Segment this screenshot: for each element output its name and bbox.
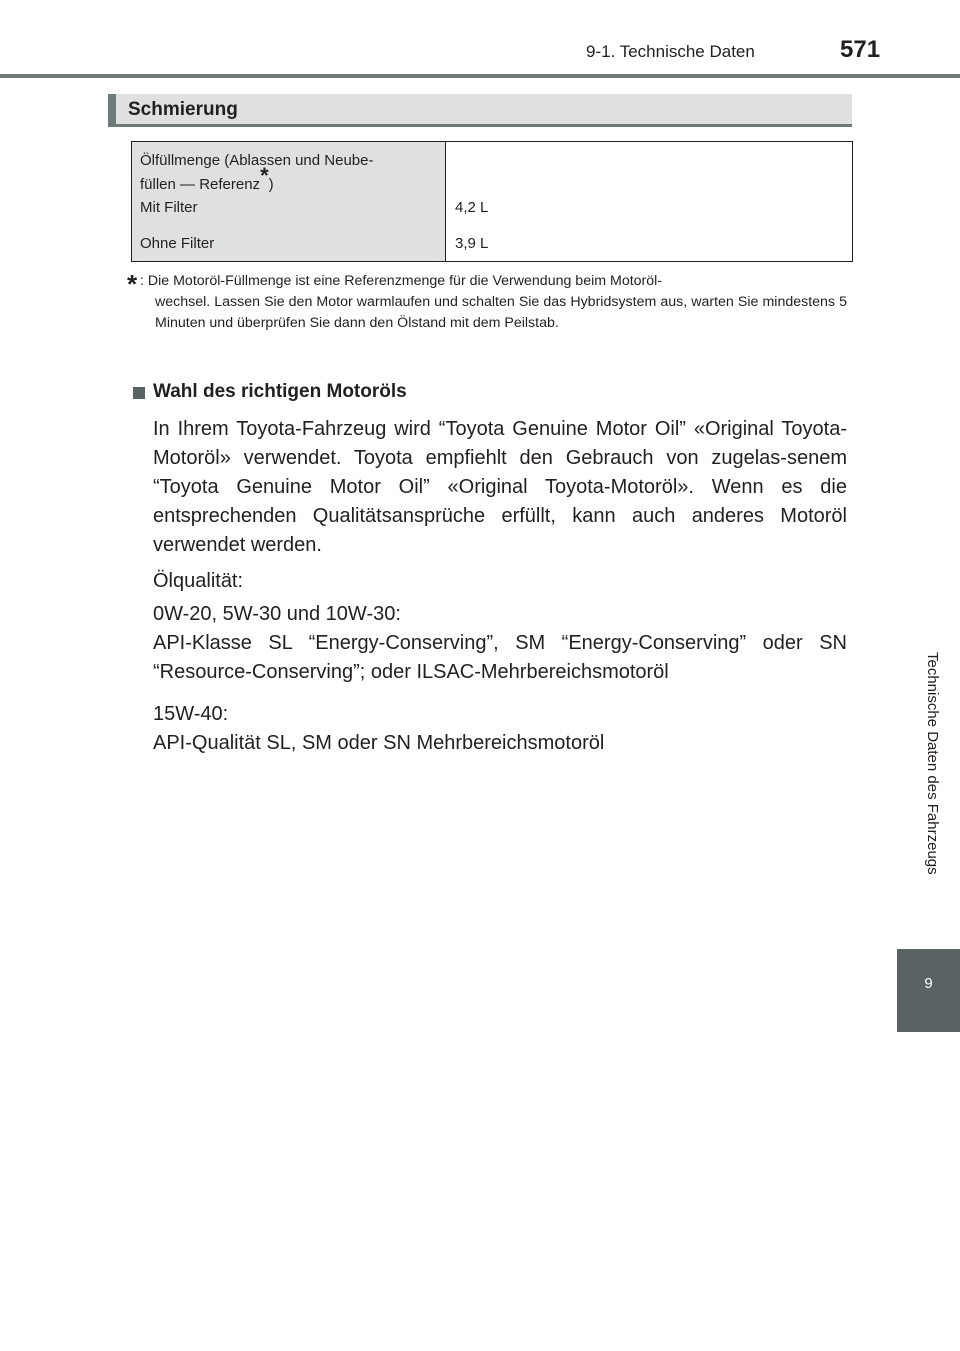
subsection-bullet-icon [133, 387, 145, 399]
table-row-value: 3,9 L [455, 235, 489, 252]
table-header-close: ) [268, 176, 274, 193]
table-header-cell [140, 150, 440, 195]
table-header-text: füllen — Referenz [140, 176, 261, 193]
oil-grade-2: 15W-40: [153, 703, 229, 725]
oil-spec-group-2 [153, 700, 847, 758]
side-tab-label: Technische Daten des Fahrzeugs [924, 652, 941, 875]
footnote [127, 271, 847, 334]
oil-capacity-table [131, 141, 853, 262]
footnote-text [140, 271, 847, 334]
oil-recommendation-paragraph: In Ihrem Toyota-Fahrzeug wird “Toyota Genuine Motor Oil” «Original Toyota-Motoröl» verwendet. Toyota empfiehlt den Gebrauch von zugelas-senem “Toyota Genuine Motor Oil” «Original Toyota-Motoröl». Wenn es die entsprechenden Qualitätsansprüche erfüllt, kann auch anderes Motoröl verwendet werden. [153, 418, 847, 556]
header-section-label: 9-1. Technische Daten [586, 42, 755, 61]
subsection-title: Wahl des richtigen Motoröls [153, 381, 407, 402]
section-heading: Schmierung [128, 99, 238, 120]
section-heading-accent [108, 94, 116, 127]
asterisk-mark: * [260, 163, 269, 188]
table-row-label: Ohne Filter [140, 235, 215, 252]
table-row-value: 4,2 L [455, 199, 489, 216]
oil-quality-label: Ölqualität: [153, 570, 244, 592]
footnote-continuation: wechsel. Lassen Sie den Motor warmlaufen und schalten Sie das Hybridsystem aus, warten Sie mindestens 5 Minuten und überprüfen Sie dann den Ölstand mit dem Peilstab. [155, 294, 847, 331]
oil-grade-1: 0W-20, 5W-30 und 10W-30: [153, 603, 401, 625]
footnote-line-1: : Die Motoröl-Füllmenge ist eine Referenzmenge für die Verwendung beim Motoröl- [140, 273, 663, 289]
footnote-asterisk: * [127, 269, 138, 299]
oil-spec-1: API-Klasse SL “Energy-Conserving”, SM “Energy-Conserving” oder SN “Resource-Conserving”; oder ILSAC-Mehrbereichsmotoröl [153, 632, 847, 683]
table-header-line-1: Ölfüllmenge (Ablassen und Neube- [140, 152, 374, 169]
header-rule [0, 74, 960, 78]
table-row-label: Mit Filter [140, 199, 198, 216]
oil-spec-group-1 [153, 600, 847, 687]
page-number: 571 [840, 36, 881, 63]
table-header-line-2 [140, 163, 440, 195]
chapter-number: 9 [924, 975, 933, 992]
oil-spec-2: API-Qualität SL, SM oder SN Mehrbereichsmotoröl [153, 732, 605, 754]
